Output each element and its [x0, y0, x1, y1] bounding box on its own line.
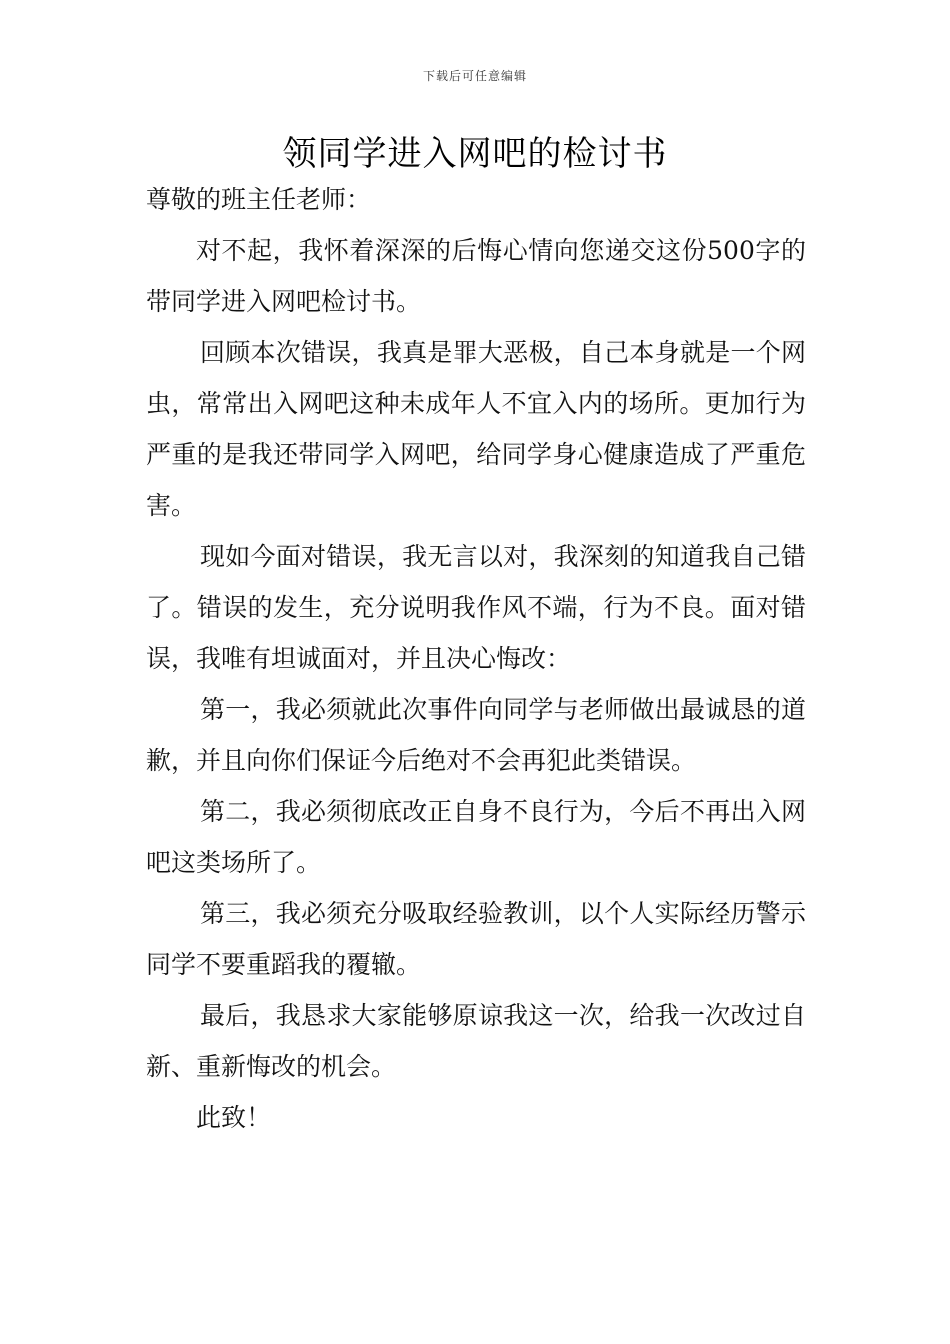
paragraph-third: 第三，我必须充分吸取经验教训，以个人实际经历警示同学不要重蹈我的覆辙。: [146, 899, 806, 979]
paragraph-intro: 对不起，我怀着深深的后悔心情向您递交这份500字的带同学进入网吧检讨书。: [146, 236, 806, 316]
closing: 此致！: [196, 1103, 272, 1132]
paragraph-final: 最后，我恳求大家能够原谅我这一次，给我一次改过自新、重新悔改的机会。: [146, 1001, 806, 1081]
document-body: [146, 174, 806, 1143]
paragraph-review: 回顾本次错误，我真是罪大恶极，自己本身就是一个网虫，常常出入网吧这种未成年人不宜入内的场所。更加行为严重的是我还带同学入网吧，给同学身心健康造成了严重危害。: [146, 338, 806, 520]
document-title: 领同学进入网吧的检讨书: [282, 134, 668, 174]
paragraph-second: 第二，我必须彻底改正自身不良行为，今后不再出入网吧这类场所了。: [146, 797, 806, 877]
paragraph-reflection: 现如今面对错误，我无言以对，我深刻的知道我自己错了。错误的发生，充分说明我作风不端，行为不良。面对错误，我唯有坦诚面对，并且决心悔改：: [146, 542, 806, 673]
salutation: 尊敬的班主任老师：: [146, 185, 372, 214]
paragraph-first: 第一，我必须就此次事件向同学与老师做出最诚恳的道歉，并且向你们保证今后绝对不会再犯此类错误。: [146, 695, 806, 775]
header-note: 下载后可任意编辑: [422, 69, 527, 83]
